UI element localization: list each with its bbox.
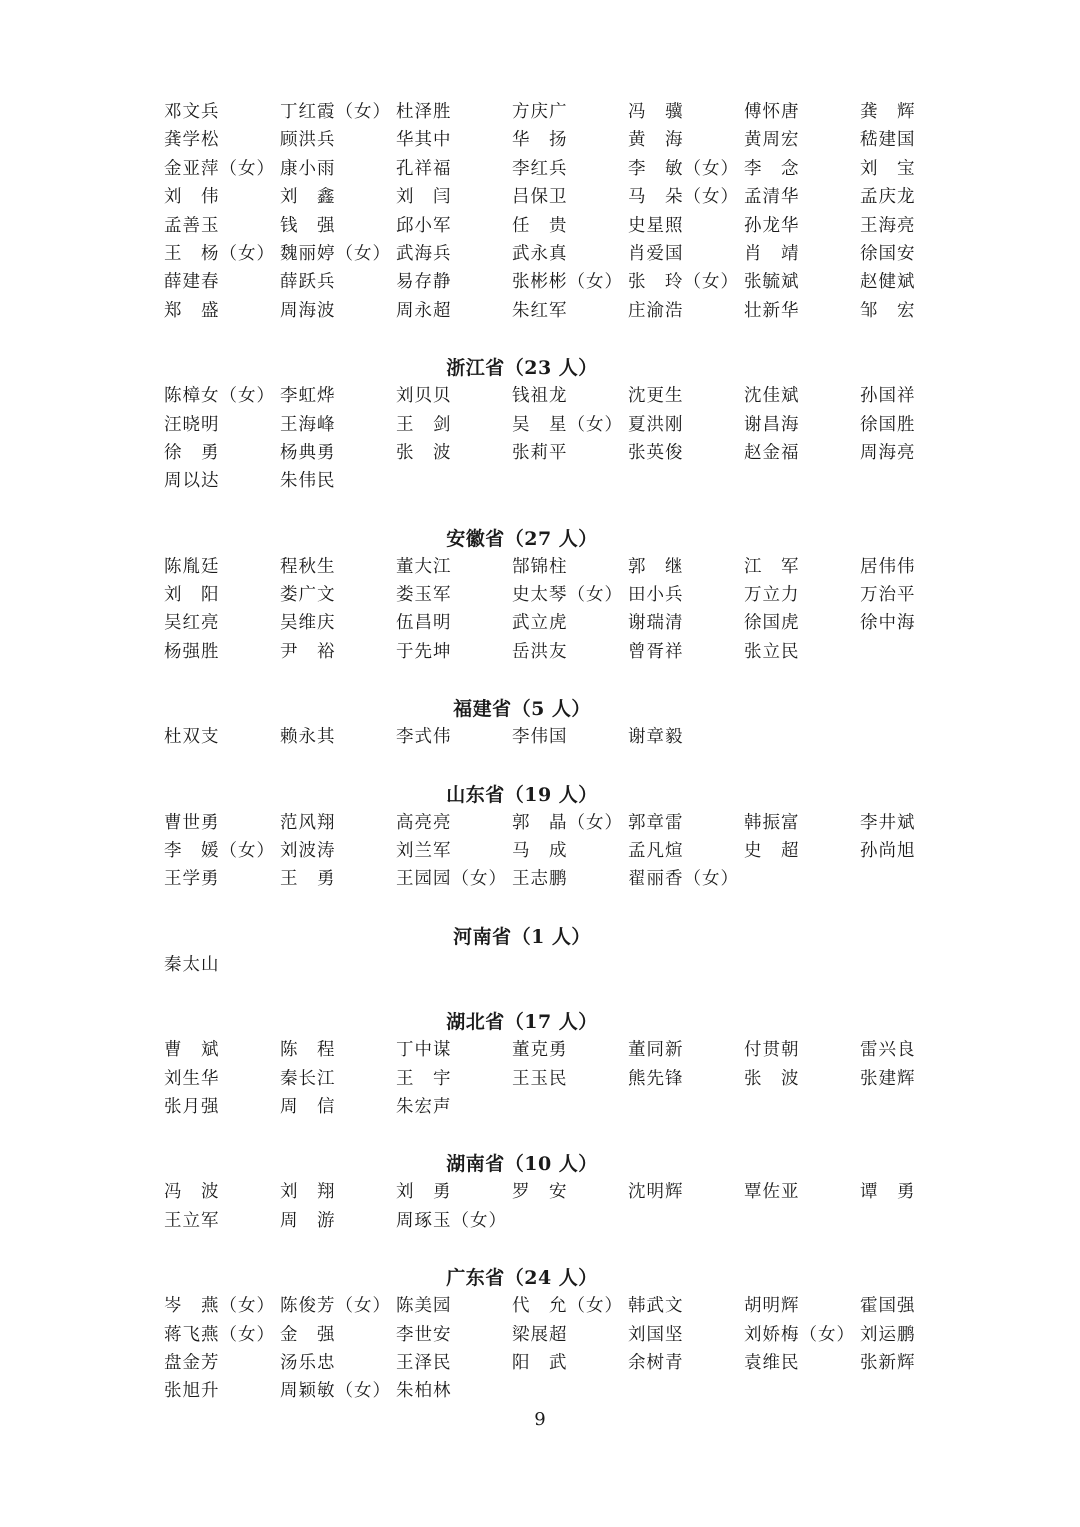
person-name: 于先坤 bbox=[396, 641, 452, 662]
person-name: 徐 勇 bbox=[164, 442, 220, 463]
person-name: 冯 骥 bbox=[628, 102, 684, 122]
person-name: 王海亮 bbox=[860, 215, 916, 236]
person-name: 丁中谋 bbox=[396, 1040, 452, 1061]
person-name: 钱 强 bbox=[280, 215, 336, 236]
person-name: 董大江 bbox=[396, 556, 452, 577]
person-name: 刘 鑫 bbox=[280, 187, 336, 208]
province-heading: 河南省（1 人） bbox=[453, 925, 591, 948]
person-name: 李红兵 bbox=[512, 158, 568, 179]
person-name: 郑 盛 bbox=[164, 300, 220, 321]
person-name: 刘 闫 bbox=[396, 187, 452, 208]
person-name: 刘运鹏 bbox=[860, 1324, 916, 1345]
person-name: 陈 程 bbox=[280, 1040, 336, 1061]
person-name: 张 玲（女） bbox=[628, 272, 739, 293]
name-grid bbox=[164, 1036, 920, 1121]
province-section bbox=[164, 781, 920, 894]
person-name: 金 强 bbox=[280, 1324, 336, 1345]
person-name: 沈明辉 bbox=[628, 1182, 684, 1203]
person-name: 谢昌海 bbox=[744, 414, 800, 435]
person-name: 高亮亮 bbox=[396, 812, 452, 833]
person-name: 肖爱国 bbox=[628, 243, 684, 264]
person-name: 郭 继 bbox=[628, 556, 684, 577]
person-name: 杨典勇 bbox=[280, 442, 336, 463]
person-name: 孙国祥 bbox=[860, 386, 916, 407]
person-name: 薛跃兵 bbox=[280, 272, 336, 293]
person-name: 谢瑞清 bbox=[628, 613, 684, 634]
person-name: 刘 勇 bbox=[396, 1182, 452, 1203]
person-name: 顾洪兵 bbox=[280, 130, 336, 151]
person-name: 冯 波 bbox=[164, 1182, 220, 1203]
person-name: 张英俊 bbox=[628, 442, 684, 463]
person-name: 夏洪刚 bbox=[628, 414, 684, 435]
person-name: 张建辉 bbox=[860, 1068, 916, 1089]
person-name: 李 念 bbox=[744, 158, 800, 179]
person-name: 王立军 bbox=[164, 1210, 220, 1231]
person-name: 曾胥祥 bbox=[628, 641, 684, 662]
person-name: 周永超 bbox=[396, 300, 452, 321]
name-grid bbox=[164, 1178, 920, 1235]
person-name: 刘兰军 bbox=[396, 841, 452, 862]
person-name: 韩振富 bbox=[744, 812, 800, 833]
person-name: 岳洪友 bbox=[512, 641, 568, 662]
person-name: 嵇建国 bbox=[860, 130, 916, 151]
person-name: 朱宏声 bbox=[396, 1096, 452, 1117]
person-name: 任 贵 bbox=[512, 215, 568, 236]
person-name: 居伟伟 bbox=[860, 556, 916, 577]
person-name: 张毓斌 bbox=[744, 272, 800, 293]
person-name: 余树青 bbox=[628, 1352, 684, 1373]
person-name: 吴红亮 bbox=[164, 613, 220, 634]
person-name: 邹 宏 bbox=[860, 300, 916, 321]
person-name: 秦太山 bbox=[164, 954, 220, 975]
province-heading: 湖北省（17 人） bbox=[446, 1011, 598, 1034]
person-name: 壮新华 bbox=[744, 300, 800, 321]
person-name: 雷兴良 bbox=[860, 1040, 916, 1061]
person-name: 曹世勇 bbox=[164, 812, 220, 833]
person-name: 徐国虎 bbox=[744, 613, 800, 634]
person-name: 陈美园 bbox=[396, 1296, 452, 1317]
person-name: 田小兵 bbox=[628, 585, 684, 606]
person-name: 赵健斌 bbox=[860, 272, 916, 293]
person-name: 周海波 bbox=[280, 300, 336, 321]
person-name: 肖 靖 bbox=[744, 243, 800, 264]
province-section bbox=[164, 354, 920, 496]
person-name: 蒋飞燕（女） bbox=[164, 1324, 275, 1345]
person-name: 邓文兵 bbox=[164, 102, 220, 122]
person-name: 娄广文 bbox=[280, 585, 336, 606]
person-name: 汤乐忠 bbox=[280, 1352, 336, 1373]
person-name: 杜泽胜 bbox=[396, 102, 452, 122]
province-section bbox=[164, 1264, 920, 1406]
person-name: 周海亮 bbox=[860, 442, 916, 463]
person-name: 王园园（女） bbox=[396, 869, 507, 890]
person-name: 张立民 bbox=[744, 641, 800, 662]
person-name: 盘金芳 bbox=[164, 1352, 220, 1373]
person-name: 孟凡煊 bbox=[628, 841, 684, 862]
province-section bbox=[164, 695, 920, 751]
person-name: 武海兵 bbox=[396, 243, 452, 264]
person-name: 方庆广 bbox=[512, 102, 568, 122]
person-name: 朱伟民 bbox=[280, 471, 336, 492]
person-name: 伍昌明 bbox=[396, 613, 452, 634]
name-grid bbox=[164, 1292, 920, 1406]
person-name: 李井斌 bbox=[860, 812, 916, 833]
person-name: 张莉平 bbox=[512, 442, 568, 463]
person-name: 李 敏（女） bbox=[628, 158, 739, 179]
person-name: 朱红军 bbox=[512, 300, 568, 321]
person-name: 魏丽婷（女） bbox=[280, 243, 391, 264]
person-name: 徐中海 bbox=[860, 613, 916, 634]
person-name: 傅怀唐 bbox=[744, 102, 800, 122]
person-name: 王 勇 bbox=[280, 869, 336, 890]
person-name: 马 成 bbox=[512, 841, 568, 862]
person-name: 孙龙华 bbox=[744, 215, 800, 236]
person-name: 刘 宝 bbox=[860, 158, 916, 179]
person-name: 陈俊芳（女） bbox=[280, 1296, 391, 1317]
person-name: 李世安 bbox=[396, 1324, 452, 1345]
name-grid bbox=[164, 98, 920, 325]
person-name: 郭 晶（女） bbox=[512, 812, 623, 833]
person-name: 张旭升 bbox=[164, 1381, 220, 1402]
person-name: 董克勇 bbox=[512, 1040, 568, 1061]
province-heading: 福建省（5 人） bbox=[453, 698, 591, 721]
person-name: 李 媛（女） bbox=[164, 841, 275, 862]
person-name: 孔祥福 bbox=[396, 158, 452, 179]
person-name: 王玉民 bbox=[512, 1068, 568, 1089]
person-name: 岑 燕（女） bbox=[164, 1296, 275, 1317]
person-name: 徐国胜 bbox=[860, 414, 916, 435]
name-grid bbox=[164, 553, 920, 667]
person-name: 郜锦柱 bbox=[512, 556, 568, 577]
province-heading: 山东省（19 人） bbox=[446, 783, 598, 806]
person-name: 程秋生 bbox=[280, 556, 336, 577]
person-name: 李式伟 bbox=[396, 727, 452, 748]
person-name: 黄 海 bbox=[628, 130, 684, 151]
person-name: 易存静 bbox=[396, 272, 452, 293]
person-name: 丁红霞（女） bbox=[280, 102, 391, 122]
name-grid bbox=[164, 809, 920, 894]
person-name: 邱小军 bbox=[396, 215, 452, 236]
person-name: 周颖敏（女） bbox=[280, 1381, 391, 1402]
person-name: 熊先锋 bbox=[628, 1068, 684, 1089]
person-name: 霍国强 bbox=[860, 1296, 916, 1317]
person-name: 孙尚旭 bbox=[860, 841, 916, 862]
person-name: 史太琴（女） bbox=[512, 585, 623, 606]
person-name: 沈佳斌 bbox=[744, 386, 800, 407]
person-name: 曹 斌 bbox=[164, 1040, 220, 1061]
person-name: 庄渝浩 bbox=[628, 300, 684, 321]
person-name: 汪晓明 bbox=[164, 414, 220, 435]
person-name: 王 剑 bbox=[396, 414, 452, 435]
person-name: 徐国安 bbox=[860, 243, 916, 264]
province-heading: 浙江省（23 人） bbox=[446, 357, 598, 380]
person-name: 刘娇梅（女） bbox=[744, 1324, 855, 1345]
person-name: 康小雨 bbox=[280, 158, 336, 179]
province-section bbox=[164, 525, 920, 667]
province-heading: 广东省（24 人） bbox=[446, 1267, 598, 1290]
person-name: 黄周宏 bbox=[744, 130, 800, 151]
person-name: 江 军 bbox=[744, 556, 800, 577]
person-name: 罗 安 bbox=[512, 1182, 568, 1203]
name-list-continued bbox=[164, 98, 920, 325]
person-name: 范风翔 bbox=[280, 812, 336, 833]
province-section bbox=[164, 1008, 920, 1121]
person-name: 华其中 bbox=[396, 130, 452, 151]
person-name: 娄玉军 bbox=[396, 585, 452, 606]
person-name: 刘波涛 bbox=[280, 841, 336, 862]
person-name: 刘生华 bbox=[164, 1068, 220, 1089]
name-grid bbox=[164, 951, 920, 979]
person-name: 王学勇 bbox=[164, 869, 220, 890]
person-name: 张新辉 bbox=[860, 1352, 916, 1373]
person-name: 王泽民 bbox=[396, 1352, 452, 1373]
person-name: 张月强 bbox=[164, 1096, 220, 1117]
person-name: 张 波 bbox=[744, 1068, 800, 1089]
person-name: 钱祖龙 bbox=[512, 386, 568, 407]
person-name: 朱柏林 bbox=[396, 1381, 452, 1402]
name-grid bbox=[164, 382, 920, 496]
person-name: 杨强胜 bbox=[164, 641, 220, 662]
person-name: 王 杨（女） bbox=[164, 243, 275, 264]
person-name: 陈樟女（女） bbox=[164, 386, 275, 407]
person-name: 刘 伟 bbox=[164, 187, 220, 208]
person-name: 杜双支 bbox=[164, 727, 220, 748]
person-name: 龚 辉 bbox=[860, 102, 916, 122]
person-name: 覃佐亚 bbox=[744, 1182, 800, 1203]
province-section bbox=[164, 1150, 920, 1235]
person-name: 刘 翔 bbox=[280, 1182, 336, 1203]
person-name: 尹 裕 bbox=[280, 641, 336, 662]
person-name: 张 波 bbox=[396, 442, 452, 463]
person-name: 薛建春 bbox=[164, 272, 220, 293]
person-name: 李虹烨 bbox=[280, 386, 336, 407]
person-name: 袁维民 bbox=[744, 1352, 800, 1373]
person-name: 吴 星（女） bbox=[512, 414, 623, 435]
person-name: 孟善玉 bbox=[164, 215, 220, 236]
person-name: 张彬彬（女） bbox=[512, 272, 623, 293]
province-heading: 安徽省（27 人） bbox=[446, 527, 598, 550]
person-name: 赖永其 bbox=[280, 727, 336, 748]
person-name: 王海峰 bbox=[280, 414, 336, 435]
person-name: 史星照 bbox=[628, 215, 684, 236]
person-name: 万治平 bbox=[860, 585, 916, 606]
person-name: 龚学松 bbox=[164, 130, 220, 151]
province-heading: 湖南省（10 人） bbox=[446, 1153, 598, 1176]
name-grid bbox=[164, 723, 920, 751]
person-name: 吕保卫 bbox=[512, 187, 568, 208]
person-name: 马 朵（女） bbox=[628, 187, 739, 208]
person-name: 阳 武 bbox=[512, 1352, 568, 1373]
person-name: 刘 阳 bbox=[164, 585, 220, 606]
person-name: 武永真 bbox=[512, 243, 568, 264]
person-name: 刘国坚 bbox=[628, 1324, 684, 1345]
person-name: 周以达 bbox=[164, 471, 220, 492]
person-name: 周 游 bbox=[280, 1210, 336, 1231]
person-name: 付贯朝 bbox=[744, 1040, 800, 1061]
page-number: 9 bbox=[534, 1409, 546, 1430]
person-name: 孟清华 bbox=[744, 187, 800, 208]
person-name: 翟丽香（女） bbox=[628, 869, 739, 890]
person-name: 代 允（女） bbox=[512, 1296, 623, 1317]
person-name: 万立力 bbox=[744, 585, 800, 606]
person-name: 吴维庆 bbox=[280, 613, 336, 634]
person-name: 王 宇 bbox=[396, 1068, 452, 1089]
person-name: 李伟国 bbox=[512, 727, 568, 748]
person-name: 武立虎 bbox=[512, 613, 568, 634]
person-name: 谭 勇 bbox=[860, 1182, 916, 1203]
person-name: 沈更生 bbox=[628, 386, 684, 407]
province-section bbox=[164, 923, 920, 979]
person-name: 周琢玉（女） bbox=[396, 1210, 507, 1231]
person-name: 周 信 bbox=[280, 1096, 336, 1117]
person-name: 谢章毅 bbox=[628, 727, 684, 748]
person-name: 孟庆龙 bbox=[860, 187, 916, 208]
person-name: 梁展超 bbox=[512, 1324, 568, 1345]
person-name: 秦长江 bbox=[280, 1068, 336, 1089]
person-name: 金亚萍（女） bbox=[164, 158, 275, 179]
person-name: 董同新 bbox=[628, 1040, 684, 1061]
person-name: 胡明辉 bbox=[744, 1296, 800, 1317]
person-name: 韩武文 bbox=[628, 1296, 684, 1317]
person-name: 史 超 bbox=[744, 841, 800, 862]
person-name: 陈胤廷 bbox=[164, 556, 220, 577]
person-name: 华 扬 bbox=[512, 130, 568, 151]
person-name: 王志鹏 bbox=[512, 869, 568, 890]
person-name: 刘贝贝 bbox=[396, 386, 452, 407]
person-name: 郭章雷 bbox=[628, 812, 684, 833]
person-name: 赵金福 bbox=[744, 442, 800, 463]
